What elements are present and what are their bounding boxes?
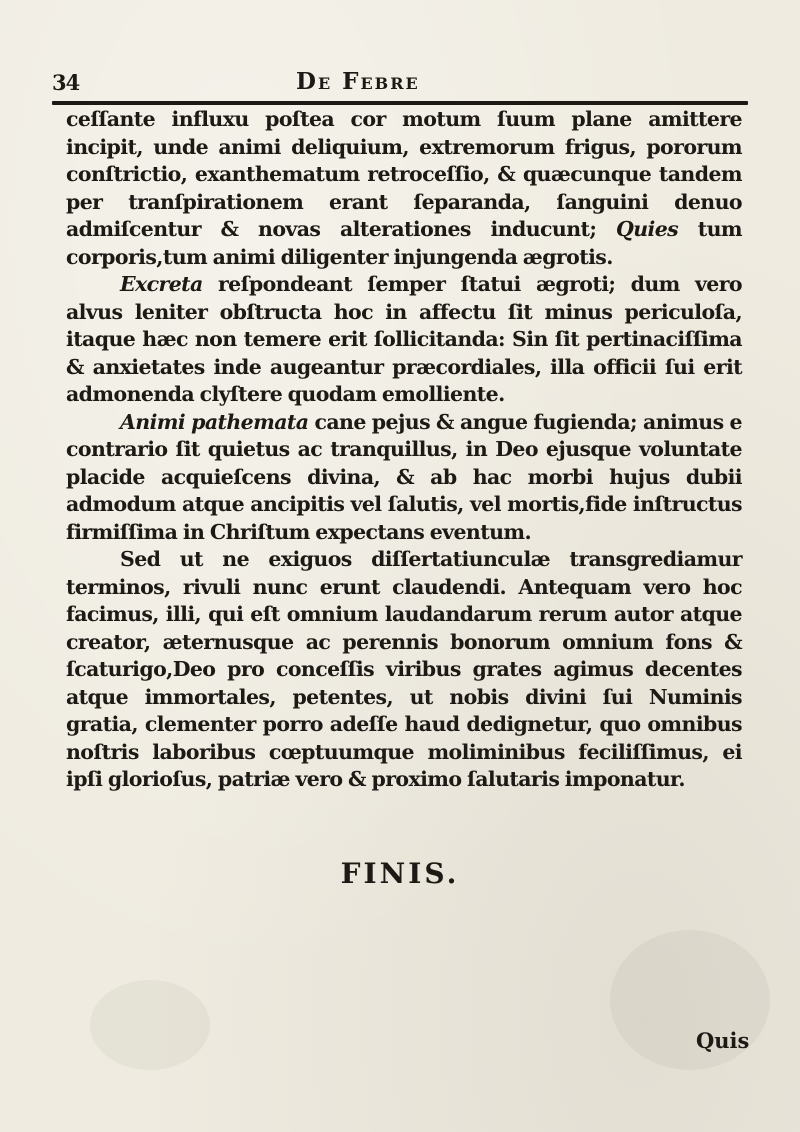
emphasis-quies: Quies (615, 217, 679, 241)
page-number: 34 (52, 70, 80, 95)
text-segment: ceſſante influxu poſtea cor motum ſuum plane amittere incipit, unde animi deliquium, extremorum frigus, pororum conſtrictio, exanthematum retroceſſio, & quæcunque tandem per tranſpirationem erant ſeparanda, ſanguini denuo admiſcentur & novas alterationes inducunt; (66, 107, 742, 241)
emphasis-animi-pathemata: Animi pathemata (120, 409, 309, 434)
body-text (66, 106, 742, 794)
catchword: Quis (696, 1028, 750, 1053)
text-segment: cane pejus & angue fugienda; animus e contrario ſit quietus ac tranquillus, in Deo ejusque voluntate placide acquieſcens divina, & ab hac morbi hujus dubii admodum atque ancipitis vel ſalutis, vel mortis,fide inſtructus firmiſſima in Chriſtum expectans eventum. (66, 409, 742, 544)
paragraph-1 (66, 106, 742, 271)
text-segment: Sed ut ne exiguos diſſertatiunculæ transgrediamur terminos, rivuli nunc erunt claudendi. Antequam vero hoc facimus, illi, qui eſt omnium laudandarum rerum autor atque creator, æternusque ac perennis bonorum omnium fons & ſcaturigo,Deo pro conceſſis viribus grates agimus decentes atque immortales, petentes, ut nobis divini ſui Numinis gratia, clementer porro adeſſe haud dedignetur, quo omnibus noſtris laboribus cœptuumque moliminibus feciliſſimus, ei ipſi glorioſus, patriæ vero & proximo ſalutaris imponatur. (66, 547, 742, 791)
paragraph-4 (66, 546, 742, 794)
finis-heading: FINIS. (340, 857, 460, 890)
text-segment: reſpondeant ſemper ſtatui ægroti; dum vero alvus leniter obſtructa hoc in affectu ſit minus periculoſa, itaque hæc non temere erit ſollicitanda: Sin ſit pertinaciſſima & anxietates inde augeantur præcordiales, illa officii ſui erit admonenda clyſtere quodam emolliente. (66, 272, 742, 406)
paragraph-2 (66, 271, 742, 409)
page-header (52, 68, 752, 102)
running-head: De Febre (296, 68, 420, 95)
header-rule (52, 101, 748, 105)
emphasis-excreta: Excreta (120, 272, 203, 296)
paragraph-3 (66, 409, 742, 547)
text-segment: tum corporis,tum animi diligenter injungenda ægrotis. (66, 217, 742, 269)
paper-stain (90, 980, 210, 1070)
